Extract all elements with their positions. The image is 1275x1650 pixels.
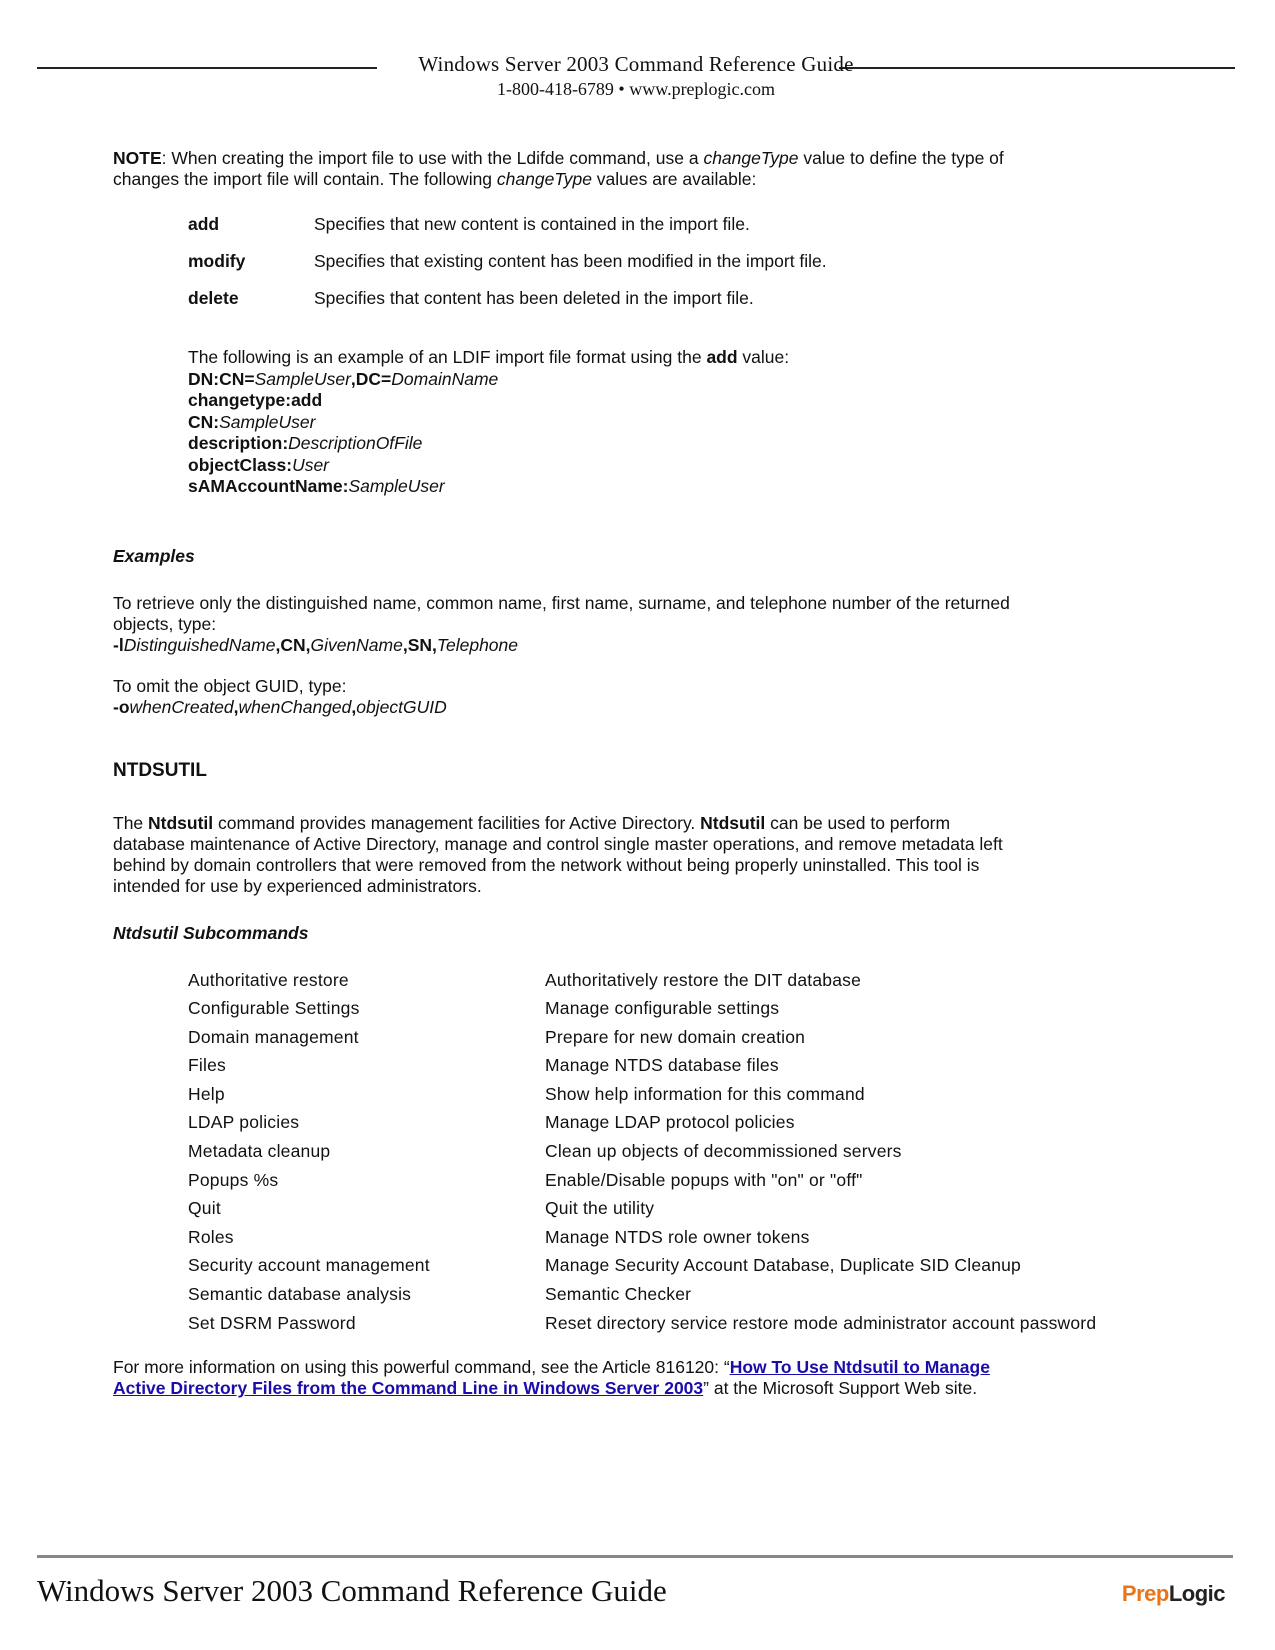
subcommands-table (188, 970, 1096, 1342)
more-text: For more information on using this powerful command, see the Article 816120: “ (113, 1357, 730, 1378)
example-1 (113, 593, 1133, 656)
note-term: changeType (703, 148, 799, 168)
example-2 (113, 676, 1133, 718)
ldif-intro-text: value: (737, 347, 790, 367)
footer-rule (37, 1555, 1233, 1558)
ldif-intro (188, 347, 1133, 369)
more-info (113, 1357, 1133, 1399)
change-type-desc: Specifies that new content is contained in the import file. (314, 214, 750, 234)
header-contact: 1-800-418-6789 • www.preplogic.com (496, 79, 776, 99)
change-type-row (188, 288, 827, 325)
cmd-arg: whenChanged (238, 696, 352, 717)
change-type-key: modify (188, 251, 246, 271)
desc-line (113, 813, 1133, 834)
ldif-line (188, 455, 1133, 477)
header-title: Windows Server 2003 Command Reference Guide (418, 52, 854, 76)
preplogic-logo (1122, 1581, 1225, 1607)
example-text: To omit the object GUID, type: (113, 675, 347, 696)
subcommand-desc: Manage Security Account Database, Duplicate SID Cleanup (545, 1255, 1021, 1276)
subcommand-desc: Manage LDAP protocol policies (545, 1112, 795, 1133)
note-text: value to define the type of (798, 148, 1004, 168)
table-row (188, 1284, 1096, 1313)
subcommand-desc: Semantic Checker (545, 1284, 692, 1305)
subcommand-desc: Manage NTDS database files (545, 1055, 779, 1076)
ldif-line (188, 412, 1133, 434)
change-type-key: add (188, 214, 220, 234)
subcommand-name: Set DSRM Password (188, 1312, 356, 1333)
note-paragraph (113, 148, 1133, 190)
desc-bold: Ntdsutil (700, 812, 766, 833)
change-type-row (188, 251, 827, 288)
table-row (188, 1112, 1096, 1141)
ldif-intro-bold: add (706, 347, 738, 367)
ldif-value: DescriptionOfFile (288, 433, 423, 453)
change-type-table (188, 214, 827, 325)
ldif-value: User (292, 454, 330, 475)
cmd-arg: GivenName (310, 634, 403, 655)
cmd-switch: -l (113, 634, 124, 655)
table-row (188, 998, 1096, 1027)
table-row (188, 1198, 1096, 1227)
logo-logic: Logic (1168, 1581, 1225, 1606)
ldif-line (188, 476, 1133, 498)
cmd-arg: objectGUID (356, 696, 447, 717)
change-type-desc: Specifies that existing content has been modified in the import file. (314, 251, 827, 271)
table-row (188, 1084, 1096, 1113)
article-link[interactable]: Active Directory Files from the Command Line in Windows Server 2003 (113, 1378, 704, 1399)
change-type-desc: Specifies that content has been deleted in the import file. (314, 288, 754, 308)
cmd-arg: Telephone (436, 634, 519, 655)
desc-text: can be used to perform (765, 812, 951, 833)
ldif-key: objectClass: (188, 454, 293, 475)
subcommand-name: Authoritative restore (188, 969, 349, 990)
table-row (188, 970, 1096, 999)
subcommand-desc: Manage configurable settings (545, 998, 780, 1019)
subcommand-name: Domain management (188, 1026, 359, 1047)
subcommand-name: Files (188, 1055, 226, 1076)
ldif-key: sAMAccountName: (188, 476, 349, 496)
page-footer (37, 1555, 1237, 1625)
ldif-example (188, 347, 1133, 498)
ldif-intro-text: The following is an example of an LDIF import file format using the (188, 347, 707, 367)
note-text: : When creating the import file to use with the Ldifde command, use a (161, 148, 704, 168)
change-type-key: delete (188, 288, 239, 308)
footer-title: Windows Server 2003 Command Reference Guide (37, 1573, 667, 1608)
subcommand-desc: Manage NTDS role owner tokens (545, 1226, 810, 1247)
ldif-line (188, 433, 1133, 455)
note-text: values are available: (591, 169, 757, 189)
cmd-arg: whenCreated (129, 696, 234, 717)
more-line (113, 1357, 1133, 1378)
example-command (113, 635, 1133, 656)
note-term: changeType (496, 169, 592, 189)
table-row (188, 1055, 1096, 1084)
ldif-value: SampleUser (348, 476, 445, 496)
article-link[interactable]: How To Use Ntdsutil to Manage (729, 1357, 990, 1378)
subcommand-name: Security account management (188, 1255, 430, 1276)
desc-line: intended for use by experienced administrators. (113, 875, 482, 896)
subcommand-name: Configurable Settings (188, 998, 360, 1019)
ldif-key: CN: (188, 411, 220, 432)
table-row (188, 1255, 1096, 1284)
subcommand-name: Semantic database analysis (188, 1284, 412, 1305)
cmd-sep: ,CN, (275, 634, 311, 655)
desc-text: command provides management facilities for Active Directory. (213, 812, 701, 833)
subcommand-desc: Authoritatively restore the DIT database (545, 969, 862, 990)
cmd-arg: DistinguishedName (123, 634, 276, 655)
subcommand-name: Quit (188, 1198, 221, 1219)
ldif-key: changetype:add (188, 390, 323, 410)
ldif-key: DN:CN= (188, 368, 255, 389)
example-text: objects, type: (113, 613, 217, 634)
table-row (188, 1141, 1096, 1170)
cmd-sep: , (351, 696, 357, 717)
subcommand-name: Metadata cleanup (188, 1141, 331, 1162)
note-text: changes the import file will contain. The following (113, 169, 497, 189)
subcommand-desc: Quit the utility (545, 1198, 655, 1219)
example-command (113, 697, 1133, 718)
subcommands-heading: Ntdsutil Subcommands (113, 922, 309, 943)
ntdsutil-heading: NTDSUTIL (113, 759, 207, 781)
logo-prep: Prep (1121, 1581, 1169, 1606)
ldif-line (188, 390, 1133, 412)
subcommand-name: Roles (188, 1226, 234, 1247)
cmd-sep: , (233, 696, 239, 717)
subcommand-desc: Prepare for new domain creation (545, 1026, 806, 1047)
cmd-sep: ,SN, (402, 634, 437, 655)
ldif-key: ,DC= (350, 368, 392, 389)
subcommand-name: Help (188, 1083, 225, 1104)
subcommand-desc: Enable/Disable popups with "on" or "off" (545, 1169, 863, 1190)
table-row (188, 1313, 1096, 1342)
subcommand-desc: Show help information for this command (545, 1083, 865, 1104)
cmd-switch: -o (113, 696, 130, 717)
ldif-value: DomainName (391, 368, 499, 389)
subcommand-name: LDAP policies (188, 1112, 300, 1133)
more-line (113, 1378, 1133, 1399)
ldif-key: description: (188, 433, 289, 453)
ldif-line (188, 369, 1133, 391)
note-label: NOTE (113, 148, 162, 168)
ntdsutil-description (113, 813, 1133, 897)
page-content (113, 148, 1133, 1399)
table-row (188, 1227, 1096, 1256)
subcommand-name: Popups %s (188, 1169, 279, 1190)
desc-bold: Ntdsutil (148, 812, 214, 833)
subcommand-desc: Reset directory service restore mode administrator account password (545, 1312, 1097, 1333)
table-row (188, 1027, 1096, 1056)
ldif-value: SampleUser (219, 411, 316, 432)
examples-heading: Examples (113, 545, 195, 566)
ldif-value: SampleUser (254, 368, 351, 389)
change-type-row (188, 214, 827, 251)
more-text: ” at the Microsoft Support Web site. (703, 1378, 978, 1399)
desc-line: database maintenance of Active Directory, manage and control single master operations, and remove metadata left (113, 833, 1003, 854)
subcommand-desc: Clean up objects of decommissioned servers (545, 1141, 902, 1162)
desc-text: The (113, 812, 149, 833)
desc-line: behind by domain controllers that were removed from the network without being properly uninstalled. This tool is (113, 854, 980, 875)
example-text: To retrieve only the distinguished name, common name, first name, surname, and telephone number of the returned (113, 592, 1010, 613)
table-row (188, 1170, 1096, 1199)
page-header (37, 52, 1235, 106)
